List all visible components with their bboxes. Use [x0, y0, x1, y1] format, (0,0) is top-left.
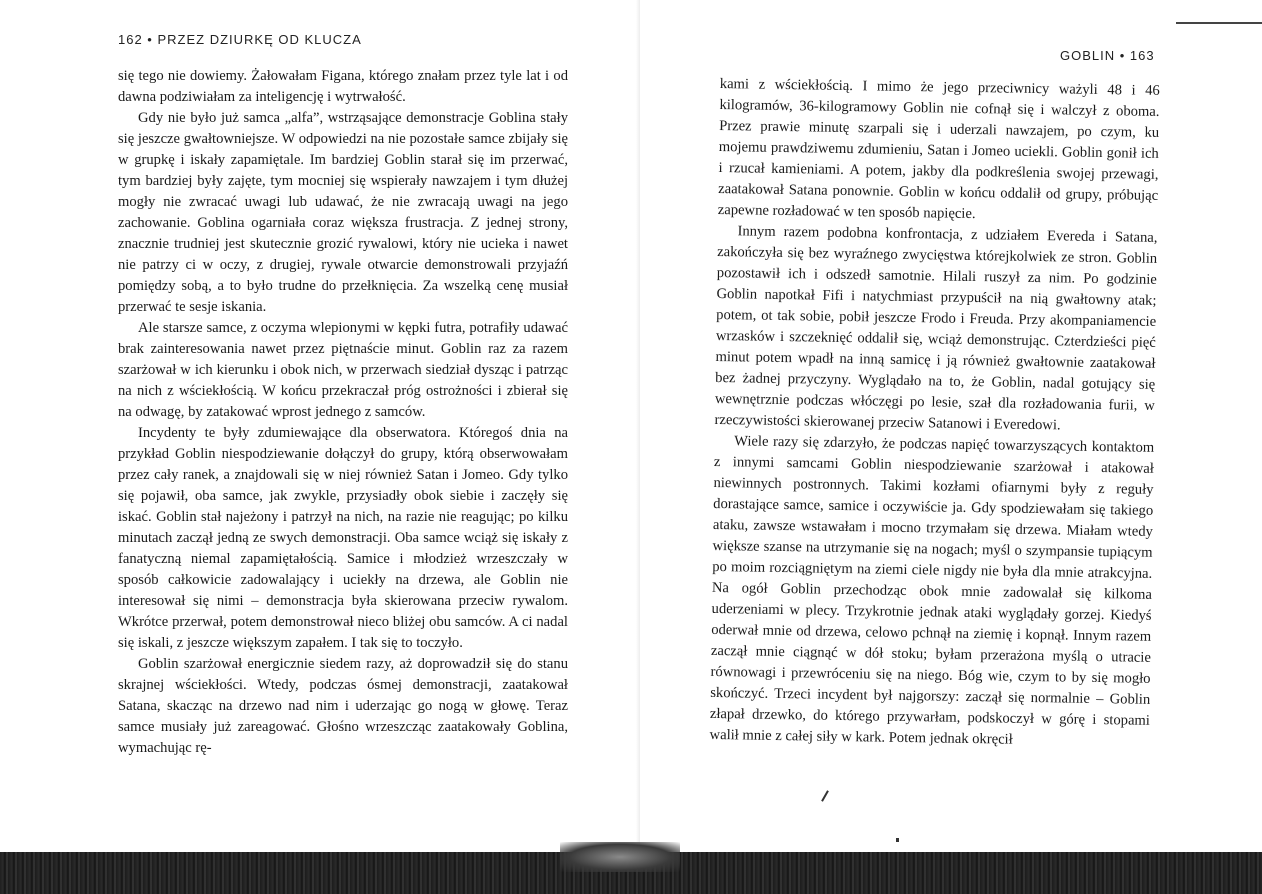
left-running-head: 162 • PRZEZ DZIURKĘ OD KLUCZA — [118, 32, 362, 47]
left-paragraph-4: Incydenty te były zdumiewające dla obserwatora. Któregoś dnia na przykład Goblin niespodziewanie dołączył do grupy, którą obserwowałam przez cały ranek, a znajdowali się w niej również Satan i Jomeo. Gdy tylko się pojawił, oba samce, jak zwykle, przysiadły obok siebie i zaczęły się iskać. Goblin stał najeżony i patrzył na nich, na razie nie reagując; po kilku minutach zaczął jedną ze swych demonstracji. Oba samce wciąż się iskały z fanatyczną niemal zapamiętałością. Samice i młodzież wrzeszczały w sposób całkowicie zadowalający i uciekły na drzewa, ale Goblin nie interesował się nimi – demonstracja była skierowana przeciw rywalom. Wkrótce przerwał, potem demonstrował nieco bliżej obu samców. A ci nadal się iskali, z jeszcze większym zapałem. I tak się to toczyło. — [118, 425, 568, 651]
scanner-shadow-highlight — [560, 842, 680, 872]
right-paragraph-2: Innym razem podobna konfrontacja, z udziałem Evereda i Satana, zakończyła się bez wyraźnego zwycięstwa którejkolwiek ze stron. Goblin pozostawił ich i odszedł samotnie. Hilali ruszył za nim. Po godzinie Goblin napotkał Fifi i natychmiast przypuścił na nią gwałtowny atak; potem, ot tak sobie, pobił jeszcze Frodo i Freuda. Przy akompaniamencie wrzasków i szczeknięć oddalił się, wciąż demonstrując. Czterdzieści pięć minut potem wpadł na inną samicę i ją również gwałtownie zaatakował bez żadnej przyczyny. Wyglądało na to, że Goblin, nadal gotujący się wewnętrznie podczas włóczęgi po lesie, szał dla rozładowania furii, w rzeczywistości skierowanej przeciw Satanowi i Everedowi. — [714, 223, 1158, 434]
right-page-text — [709, 74, 1160, 753]
left-paragraph-2: Gdy nie było już samca „alfa”, wstrząsające demonstracje Goblina stały się jeszcze gwałtowniejsze. W odpowiedzi na nie pozostałe samce zbijały się w grupkę i iskały zapamiętale. Im bardziej Goblin starał się im przerwać, tym bardziej były zajęte, tym mocniej się wspierały nawzajem i tym dłużej mogły nie zwracać uwagi lub udawać, że nie zwracają uwagi na jego zachowanie. Goblina ogarniała coraz większa frustracja. Z jednej strony, znacznie trudniej jest skutecznie grozić rywalowi, który nie ucieka i nawet nie patrzy ci w oczy, z drugiej, rywale otwarcie demonstrowali przyjaźń pomiędzy sobą, a to było trudne do przełknięcia. Za wszelką cenę musiał przerwać te sesje iskania. — [118, 110, 568, 315]
scan-speck — [896, 838, 899, 842]
left-paragraph-5: Goblin szarżował energicznie siedem razy, aż doprowadził się do stanu skrajnej wściekłości. Wtedy, podczas ósmej demonstracji, zaatakował Satana, skacząc na drzewo nad nim i uderzając go nogą w głowę. Teraz samce musiały już zareagować. Głośno wrzeszcząc zaatakowały Goblina, wymachując rę- — [118, 656, 568, 756]
right-running-head: GOBLIN • 163 — [1060, 48, 1155, 63]
right-paragraph-1: kami z wściekłością. I mimo że jego przeciwnicy ważyli 48 i 46 kilogramów, 36-kilogramowy Goblin nie cofnął się i walczył z oboma. Przez prawie minutę szarpali się i uderzali nawzajem, po czym, ku mojemu prawdziwemu zdumieniu, Satan i Jomeo uciekli. Goblin gonił ich i rzucał kamieniami. A potem, jakby dla podkreślenia swojej przewagi, zaatakował Satana ponownie. Goblin w końcu oddalił od grupy, próbując zapewne rozładować w ten sposób napięcie. — [717, 75, 1160, 223]
right-paragraph-3: Wiele razy się zdarzyło, że podczas napięć towarzyszących kontaktom z innymi samcami Goblin niespodziewanie szarżował i atakował niewinnych postronnych. Takimi kozłami ofiarnymi były z reguły dorastające samce, samice i oczywiście ja. Gdy spodziewałam się takiego ataku, zawsze wstawałam i mocno trzymałam się drzewa. Miałam wtedy większe szanse na utrzymanie się na nogach; myśl o szympansie tupiącym po moim rozciągniętym na ziemi ciele nigdy nie była dla mnie atrakcyjna. Na ogół Goblin przechodząc obok mnie zadowalał się kilkoma uderzeniami w plecy. Trzykrotnie jednak ataki wyglądały gorzej. Kiedyś oderwał mnie od drzewa, celowo pchnął na ziemię i kopnął. Innym razem zaczął mnie ciągnąć w dół stoku; byłam przerażona myślą o utracie równowagi i przewróceniu się na niego. Bóg wie, czym to by się mogło skończyć. Trzeci incydent był najgorszy: zaczął się normalnie – Goblin złapał drzewko, do którego przywarłam, podskoczył w górę i stopami walił mnie z całej siły w kark. Potem jednak okręcił — [709, 433, 1155, 748]
left-page-text — [118, 66, 568, 759]
left-page — [0, 0, 640, 850]
left-paragraph-1: się tego nie dowiemy. Żałowałam Figana, którego znałam przez tyle lat i od dawna podziwiałam za inteligencję i wytrwałość. — [118, 68, 568, 105]
page-edge-line — [1176, 22, 1262, 24]
left-paragraph-3: Ale starsze samce, z oczyma wlepionymi w kępki futra, potrafiły udawać brak zainteresowania nawet przez piętnaście minut. Goblin raz za razem szarżował w ich kierunku i obok nich, w przerwach siedział dysząc i patrząc na nich z wściekłością. W końcu przekraczał próg ostrożności i zbierał się na odwagę, by zatakować wprost jednego z samców. — [118, 320, 568, 420]
